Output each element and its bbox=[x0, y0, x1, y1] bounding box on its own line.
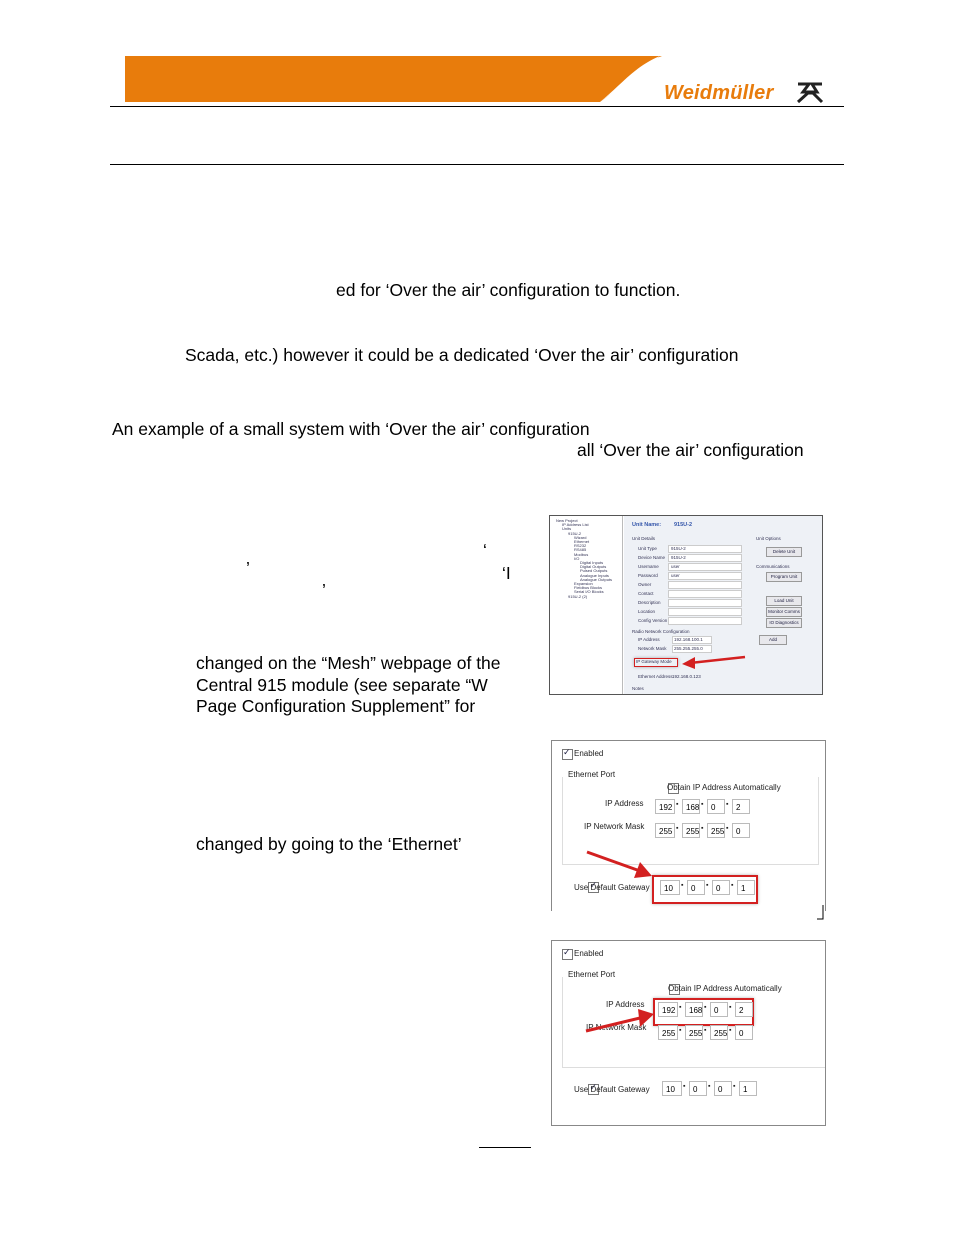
ip-octet-field[interactable]: 0 bbox=[714, 1081, 732, 1096]
tree-item[interactable]: Analogue Inputs bbox=[580, 572, 609, 578]
add-button[interactable]: Add bbox=[759, 635, 787, 645]
ip-octet-field[interactable]: 255 bbox=[658, 1025, 678, 1040]
tree-item[interactable]: Fieldbus Blocks bbox=[574, 585, 603, 591]
tree-item[interactable]: Digital Inputs bbox=[580, 560, 604, 565]
ip-octet-field[interactable]: 168 bbox=[685, 1002, 703, 1017]
tree-item[interactable]: RS485 bbox=[574, 547, 587, 553]
obtain-ip-label: Obtain IP Address Automatically bbox=[668, 984, 782, 993]
octet-separator-icon: ▪ bbox=[701, 825, 704, 832]
ip-mask-label: IP Network Mask bbox=[586, 1023, 647, 1032]
monitor-comms-button[interactable]: Monitor Comms bbox=[766, 607, 802, 617]
ip-address-value: 192.168.100.1 bbox=[674, 637, 703, 642]
ethernet-address-label: Ethernet Address bbox=[638, 674, 673, 679]
field-label: Username bbox=[638, 564, 659, 569]
field-value: user bbox=[671, 573, 680, 578]
field-label: Config Version bbox=[638, 618, 668, 623]
ip-octet-field[interactable]: 10 bbox=[662, 1081, 682, 1096]
text-fragment: ’ bbox=[322, 580, 326, 600]
tree-item[interactable]: Serial I/O Blocks bbox=[574, 589, 604, 595]
octet-separator-icon: ▪ bbox=[704, 1027, 707, 1034]
screenshot-unit-config bbox=[549, 515, 823, 695]
network-mask-value: 255.255.255.0 bbox=[674, 646, 703, 651]
ip-octet-field[interactable]: 255 bbox=[710, 1025, 728, 1040]
octet-separator-icon: ▪ bbox=[679, 1027, 682, 1034]
brand-logo-text: Weidmüller bbox=[664, 82, 774, 104]
enabled-label: Enabled bbox=[574, 749, 604, 758]
tree-item[interactable]: Analogue Outputs bbox=[580, 576, 613, 582]
network-config-heading: Radio Network Configuration bbox=[632, 629, 690, 634]
red-arrow-icon bbox=[582, 1003, 662, 1043]
ethernet-address-value: 192.168.0.123 bbox=[672, 674, 701, 679]
tree-item[interactable]: 915U-2 (2) bbox=[568, 593, 588, 599]
octet-separator-icon: ▪ bbox=[676, 825, 679, 832]
tree-item[interactable]: IP Address List bbox=[562, 522, 589, 528]
screenshot-ethernet-gateway bbox=[551, 740, 826, 911]
ip-address-label: IP Address bbox=[605, 799, 644, 808]
header-rule bbox=[110, 106, 844, 107]
octet-separator-icon: ▪ bbox=[726, 801, 729, 808]
octet-separator-icon: ▪ bbox=[729, 1004, 732, 1011]
unit-details-heading: Unit Details bbox=[632, 536, 656, 541]
ip-octet-field[interactable]: 0 bbox=[735, 1025, 753, 1040]
ip-octet-field[interactable]: 0 bbox=[710, 1002, 728, 1017]
unit-options-heading: Unit Options bbox=[756, 536, 781, 541]
field-label: Location bbox=[638, 609, 656, 614]
ip-octet-field[interactable]: 2 bbox=[735, 1002, 753, 1017]
enabled-checkbox[interactable] bbox=[562, 949, 573, 960]
ip-octet-field[interactable]: 192 bbox=[655, 799, 675, 814]
tree-item[interactable]: New Project bbox=[556, 518, 578, 523]
tree-item[interactable]: Pulsed Outputs bbox=[580, 568, 608, 574]
enabled-checkbox[interactable] bbox=[562, 749, 573, 760]
mesh-text-line: Central 915 module (see separate “W bbox=[196, 675, 488, 695]
unit-name-label: Unit Name: bbox=[632, 522, 662, 528]
octet-separator-icon: ▪ bbox=[731, 882, 734, 889]
enabled-label: Enabled bbox=[574, 949, 604, 958]
field-value: 915U-2 bbox=[671, 555, 686, 560]
program-unit-button[interactable]: Program Unit bbox=[766, 572, 802, 582]
ip-octet-field[interactable]: 0 bbox=[707, 799, 725, 814]
ip-octet-field[interactable]: 255 bbox=[685, 1025, 703, 1040]
delete-unit-button[interactable]: Delete Unit bbox=[766, 547, 802, 557]
paragraph-line: An example of a small system with ‘Over the air’ configuration bbox=[112, 419, 590, 439]
ip-octet-field[interactable]: 0 bbox=[712, 880, 730, 895]
field-label: Password bbox=[638, 573, 658, 578]
ip-mask-label: IP Network Mask bbox=[584, 822, 645, 831]
paragraph-line: all ‘Over the air’ configuration bbox=[577, 440, 804, 460]
tree-item[interactable]: Wizard bbox=[574, 534, 587, 540]
field-label: Device Name bbox=[638, 555, 666, 560]
ip-octet-field[interactable]: 10 bbox=[660, 880, 680, 895]
ip-address-label: IP Address bbox=[638, 637, 660, 642]
ethernet-text-line: changed by going to the ‘Ethernet’ bbox=[196, 834, 462, 854]
octet-separator-icon: ▪ bbox=[681, 882, 684, 889]
ip-octet-field[interactable]: 1 bbox=[737, 880, 755, 895]
field-label: Owner bbox=[638, 582, 652, 587]
section-rule bbox=[110, 164, 844, 165]
octet-separator-icon: ▪ bbox=[733, 1083, 736, 1090]
ip-octet-field[interactable]: 192 bbox=[658, 1002, 678, 1017]
tree-item[interactable]: RS232 bbox=[574, 543, 587, 549]
octet-separator-icon: ▪ bbox=[701, 801, 704, 808]
io-diagnostics-button[interactable]: IO Diagnostics bbox=[766, 618, 802, 628]
octet-separator-icon: ▪ bbox=[729, 1027, 732, 1034]
ethernet-port-label: Ethernet Port bbox=[568, 970, 616, 979]
tree-item[interactable]: Units bbox=[562, 526, 572, 532]
field-value: user bbox=[671, 564, 680, 569]
octet-separator-icon: ▪ bbox=[704, 1004, 707, 1011]
field-label: Unit Type bbox=[638, 546, 657, 551]
field-value: 915U-2 bbox=[671, 546, 686, 551]
load-unit-button[interactable]: Load Unit bbox=[766, 596, 802, 606]
obtain-ip-label: Obtain IP Address Automatically bbox=[667, 783, 781, 792]
corner-mark bbox=[817, 905, 825, 925]
text-fragment: ‘I bbox=[502, 563, 511, 583]
ip-address-label: IP Address bbox=[606, 1000, 645, 1009]
ip-octet-field[interactable]: 0 bbox=[689, 1081, 707, 1096]
brand-logo-mark bbox=[795, 80, 825, 106]
octet-separator-icon: ▪ bbox=[679, 1004, 682, 1011]
octet-separator-icon: ▪ bbox=[708, 1083, 711, 1090]
unit-name-value: 915U-2 bbox=[674, 522, 693, 528]
screenshot-ethernet-ip bbox=[551, 940, 826, 1126]
tree-item[interactable]: 915U-2 bbox=[568, 530, 582, 536]
tree-item[interactable]: Expansion bbox=[574, 581, 593, 586]
ip-octet-field[interactable]: 255 bbox=[655, 823, 675, 838]
ip-gateway-mode-checkbox[interactable]: IP Gateway Mode bbox=[636, 659, 672, 664]
ip-octet-field[interactable]: 1 bbox=[739, 1081, 757, 1096]
notes-label: Notes bbox=[632, 686, 644, 691]
ip-octet-field[interactable]: 0 bbox=[732, 823, 750, 838]
red-arrow-icon bbox=[550, 516, 822, 694]
ip-octet-field[interactable]: 255 bbox=[682, 823, 700, 838]
use-gateway-label: Use Default Gateway bbox=[574, 1085, 650, 1094]
ip-octet-field[interactable]: 168 bbox=[682, 799, 700, 814]
ip-octet-field[interactable]: 0 bbox=[687, 880, 705, 895]
text-fragment: ’ bbox=[246, 558, 250, 578]
ip-octet-field[interactable]: 255 bbox=[707, 823, 725, 838]
tree-item[interactable]: Modbus bbox=[574, 551, 589, 557]
paragraph-line: Scada, etc.) however it could be a dedicated ‘Over the air’ configuration bbox=[185, 345, 739, 365]
paragraph-line: ed for ‘Over the air’ configuration to function. bbox=[336, 280, 681, 300]
tree-item[interactable]: Ethernet bbox=[574, 539, 590, 544]
mesh-text-line: Page Configuration Supplement” for bbox=[196, 696, 476, 716]
text-fragment: ‘ bbox=[483, 540, 487, 560]
communications-heading: Communications bbox=[756, 564, 790, 569]
field-label: Description bbox=[638, 600, 661, 605]
ethernet-port-label: Ethernet Port bbox=[568, 770, 616, 779]
octet-separator-icon: ▪ bbox=[676, 801, 679, 808]
octet-separator-icon: ▪ bbox=[683, 1083, 686, 1090]
tree-item[interactable]: Digital Outputs bbox=[580, 564, 607, 570]
use-gateway-label: Use Default Gateway bbox=[574, 883, 650, 892]
network-mask-label: Network Mask bbox=[638, 646, 667, 651]
octet-separator-icon: ▪ bbox=[726, 825, 729, 832]
field-label: Contact bbox=[638, 591, 654, 596]
tree-item[interactable]: I/O bbox=[574, 555, 580, 561]
octet-separator-icon: ▪ bbox=[706, 882, 709, 889]
mesh-text-line: changed on the “Mesh” webpage of the bbox=[196, 653, 501, 673]
page-number-rule bbox=[479, 1147, 531, 1148]
ip-octet-field[interactable]: 2 bbox=[732, 799, 750, 814]
